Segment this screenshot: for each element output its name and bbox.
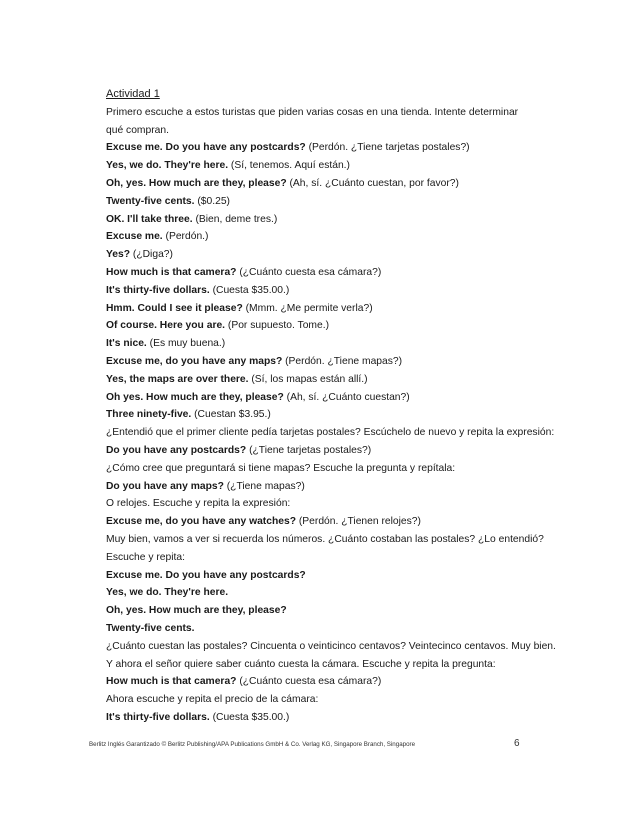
dialogue-line [106, 424, 555, 442]
english-phrase: Oh, yes. How much are they, please? [106, 177, 287, 189]
spanish-text: (Sí, tenemos. Aquí están.) [228, 160, 350, 172]
english-phrase: Yes, the maps are over there. [106, 373, 249, 385]
spanish-text: (Perdón. ¿Tiene mapas?) [282, 355, 403, 367]
dialogue-line [106, 139, 536, 157]
dialogue-line [106, 335, 536, 353]
dialogue-line [106, 246, 536, 264]
dialogue-line [106, 549, 536, 567]
intro-paragraph: Primero escuche a estos turistas que piden varias cosas en una tienda. Intente determinar qué compran. [106, 106, 519, 136]
dialogue-line [106, 584, 536, 602]
dialogue-line [106, 300, 536, 318]
english-phrase: Three ninety-five. [106, 409, 192, 421]
dialogue-line [106, 495, 536, 513]
spanish-text: (Perdón.) [162, 231, 209, 243]
dialogue-line [106, 691, 536, 709]
document-body [106, 86, 556, 727]
spanish-text: Muy bien, vamos a ver si recuerda los números. ¿Cuánto costaban las postales? ¿Lo entendió? [106, 533, 544, 545]
dialogue-line [106, 673, 536, 691]
english-phrase: Excuse me. [106, 231, 163, 243]
english-phrase: Excuse me. Do you have any postcards? [106, 142, 306, 154]
spanish-text: (Perdón. ¿Tienen relojes?) [296, 516, 421, 528]
spanish-text: (¿Tiene mapas?) [223, 480, 305, 492]
spanish-text: (Sí, los mapas están allí.) [248, 373, 368, 385]
dialogue-line [106, 175, 536, 193]
english-phrase: Yes, we do. They're here. [106, 587, 229, 599]
english-phrase: Do you have any maps? [106, 480, 224, 492]
english-phrase: Yes? [106, 249, 131, 261]
english-phrase: It's thirty-five dollars. [106, 284, 210, 296]
english-phrase: Hmm. Could I see it please? [106, 302, 243, 314]
spanish-text: (Cuesta $35.00.) [209, 711, 290, 723]
dialogue-line [106, 406, 536, 424]
activity-title: Actividad 1 [106, 88, 160, 100]
dialogue-line [106, 513, 536, 531]
footer-credit: Berlitz Inglés Garantizado © Berlitz Publishing/APA Publications GmbH & Co. Verlag KG, Singapore Branch, Singapore [89, 741, 416, 748]
dialogue-line [106, 709, 536, 727]
dialogue-line [106, 656, 536, 674]
spanish-text: ¿Cuánto cuestan las postales? Cincuenta o veinticinco centavos? Veintecinco centavos. Muy bien. [106, 640, 556, 652]
english-phrase: Yes, we do. They're here. [106, 160, 229, 172]
spanish-text: ¿Entendió que el primer cliente pedía tarjetas postales? Escúchelo de nuevo y repita la expresión: [106, 427, 555, 439]
spanish-text: (¿Diga?) [130, 249, 173, 261]
dialogue-line [106, 282, 536, 300]
spanish-text: (Perdón. ¿Tiene tarjetas postales?) [305, 142, 470, 154]
spanish-text: (Mmm. ¿Me permite verla?) [242, 302, 373, 314]
english-phrase: Twenty-five cents. [106, 195, 195, 207]
dialogue-line [106, 228, 536, 246]
english-phrase: It's thirty-five dollars. [106, 711, 210, 723]
spanish-text: (Cuesta $35.00.) [209, 284, 290, 296]
spanish-text: ($0.25) [194, 195, 230, 207]
spanish-text: Ahora escuche y repita el precio de la cámara: [106, 694, 319, 706]
dialogue-line [106, 638, 556, 656]
english-phrase: Do you have any postcards? [106, 444, 247, 456]
dialogue-line [106, 602, 536, 620]
english-phrase: OK. I'll take three. [106, 213, 193, 225]
dialogue-line [106, 157, 536, 175]
dialogue-line [106, 371, 536, 389]
english-phrase: Of course. Here you are. [106, 320, 226, 332]
dialogue-line [106, 531, 544, 549]
spanish-text: (¿Cuánto cuesta esa cámara?) [236, 676, 382, 688]
spanish-text: (Bien, deme tres.) [192, 213, 278, 225]
spanish-text: O relojes. Escuche y repita la expresión: [106, 498, 291, 510]
english-phrase: Oh, yes. How much are they, please? [106, 605, 287, 617]
english-phrase: How much is that camera? [106, 266, 237, 278]
english-phrase: It's nice. [106, 338, 147, 350]
dialogue-line [106, 317, 536, 335]
dialogue-line [106, 442, 536, 460]
spanish-text: (¿Cuánto cuesta esa cámara?) [236, 266, 382, 278]
english-phrase: How much is that camera? [106, 676, 237, 688]
spanish-text: (Ah, sí. ¿Cuánto cuestan?) [283, 391, 410, 403]
dialogue-line [106, 353, 536, 371]
english-phrase: Excuse me, do you have any maps? [106, 355, 283, 367]
spanish-text: Y ahora el señor quiere saber cuánto cuesta la cámara. Escuche y repita la pregunta: [106, 658, 496, 670]
english-phrase: Oh yes. How much are they, please? [106, 391, 284, 403]
english-phrase: Excuse me, do you have any watches? [106, 516, 296, 528]
english-phrase: Twenty-five cents. [106, 622, 195, 634]
spanish-text: (Cuestan $3.95.) [191, 409, 271, 421]
dialogue-lines [106, 139, 556, 726]
spanish-text: (Por supuesto. Tome.) [225, 320, 330, 332]
spanish-text: (¿Tiene tarjetas postales?) [246, 444, 372, 456]
spanish-text: Escuche y repita: [106, 551, 185, 563]
dialogue-line [106, 620, 536, 638]
page-number: 6 [514, 738, 520, 749]
spanish-text: ¿Cómo cree que preguntará si tiene mapas? Escuche la pregunta y repítala: [106, 462, 456, 474]
dialogue-line [106, 478, 536, 496]
dialogue-line [106, 193, 536, 211]
english-phrase: Excuse me. Do you have any postcards? [106, 569, 306, 581]
dialogue-line [106, 264, 536, 282]
spanish-text: (Es muy buena.) [146, 338, 226, 350]
dialogue-line [106, 460, 536, 478]
dialogue-line [106, 389, 536, 407]
dialogue-line [106, 211, 536, 229]
dialogue-line [106, 567, 536, 585]
spanish-text: (Ah, sí. ¿Cuánto cuestan, por favor?) [286, 177, 459, 189]
